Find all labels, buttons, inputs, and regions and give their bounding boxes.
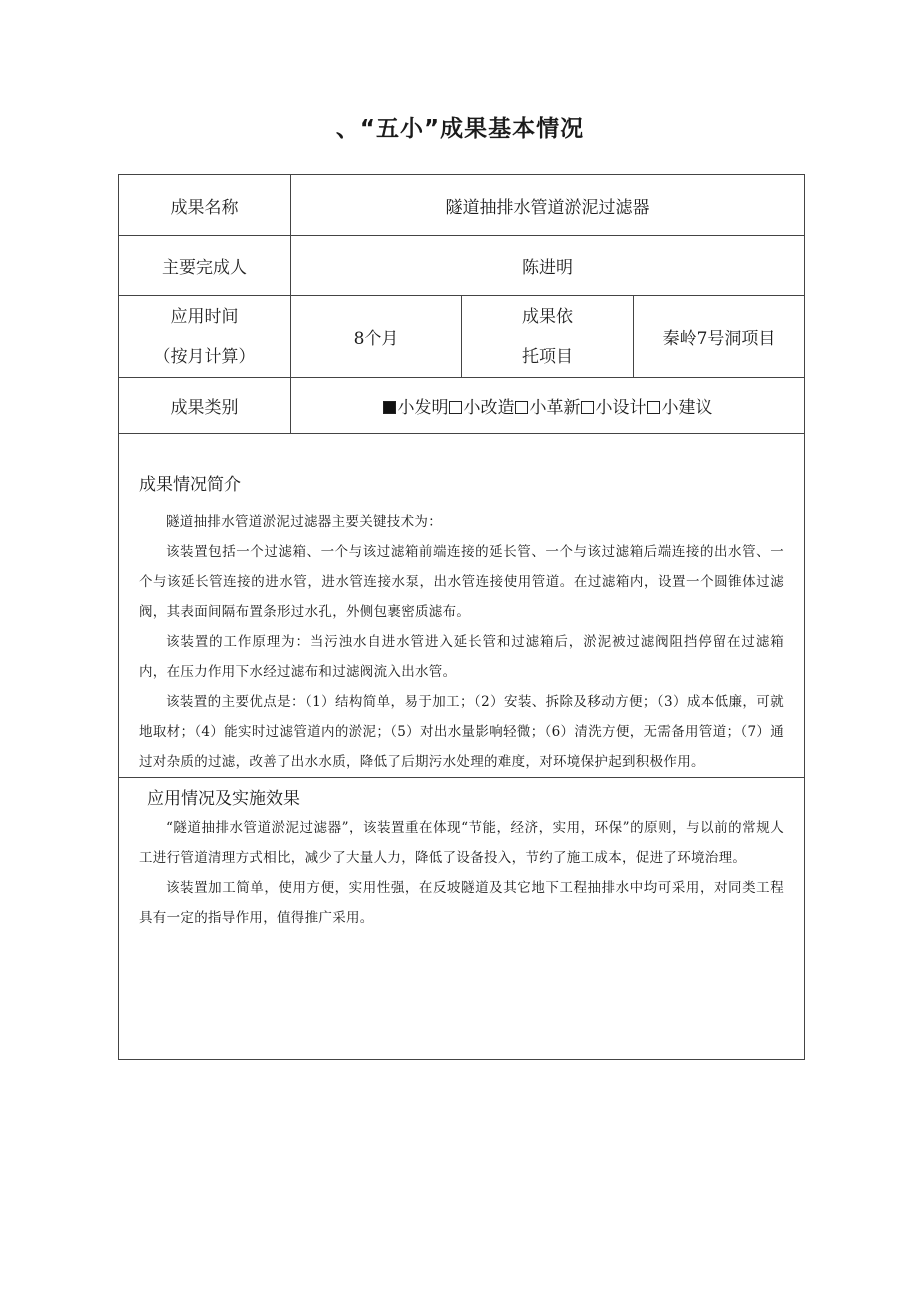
person-value: 陈进明 [291, 236, 805, 296]
summary-body [139, 507, 784, 777]
unchecked-box-icon[interactable] [515, 401, 528, 414]
row-person [119, 236, 805, 296]
info-table [118, 174, 805, 1060]
page-title: 、“五小”成果基本情况 [335, 116, 585, 142]
category-option-label: 小设计 [595, 398, 647, 418]
summary-paragraph: 隧道抽排水管道淤泥过滤器主要关键技术为： [166, 514, 442, 530]
row-time-project [119, 296, 805, 378]
row-name [119, 175, 805, 236]
category-option-label: 小发明 [397, 398, 449, 418]
unchecked-box-icon[interactable] [647, 401, 660, 414]
application-paragraph: “隧道抽排水管道淤泥过滤器”，该装置重在体现“节能，经济，实用，环保”的原则，与以前的常规人工进行管道清理方式相比，减少了大量人力，降低了设备投入，节约了施工成本，促进了环境治理。 [139, 820, 785, 866]
application-title: 应用情况及实施效果 [147, 789, 300, 809]
summary-section [119, 434, 805, 778]
time-label [119, 296, 291, 378]
time-label-line2: （按月计算） [153, 346, 256, 367]
summary-paragraph: 该装置的主要优点是：（1）结构简单，易于加工；（2）安装、拆除及移动方便；（3）成本低廉，可就地取材；（4）能实时过滤管道内的淤泥；（5）对出水量影响轻微；（6）清洗方便，无需备用管道；（7）通过对杂质的过滤，改善了出水水质，降低了后期污水处理的难度，对环境保护起到积极作用。 [139, 694, 785, 770]
unchecked-box-icon[interactable] [449, 401, 462, 414]
summary-paragraph: 该装置的工作原理为：当污浊水自进水管进入延长管和过滤箱后，淤泥被过滤阀阻挡停留在过滤箱内，在压力作用下水经过滤布和过滤阀流入出水管。 [139, 634, 785, 680]
person-label: 主要完成人 [119, 236, 291, 296]
project-label-line2: 托项目 [522, 346, 573, 367]
category-label: 成果类别 [119, 378, 291, 434]
project-label-line1: 成果依 [522, 306, 573, 327]
category-option-label: 小建议 [661, 398, 713, 418]
category-option-label: 小改造 [463, 398, 515, 418]
application-section [119, 778, 805, 1060]
time-value: 8个月 [291, 296, 462, 378]
summary-paragraph: 该装置包括一个过滤箱、一个与该过滤箱前端连接的延长管、一个与该过滤箱后端连接的出水管、一个与该延长管连接的进水管，进水管连接水泵，出水管连接使用管道。在过滤箱内，设置一个圆锥体过滤阀，其表面间隔布置条形过水孔，外侧包裹密质滤布。 [139, 544, 785, 620]
unchecked-box-icon[interactable] [581, 401, 594, 414]
summary-title: 成果情况简介 [139, 475, 241, 495]
application-paragraph: 该装置加工简单，使用方便，实用性强，在反坡隧道及其它地下工程抽排水中均可采用，对同类工程具有一定的指导作用，值得推广采用。 [139, 880, 785, 926]
project-label [462, 296, 634, 378]
name-value: 隧道抽排水管道淤泥过滤器 [291, 175, 805, 236]
row-summary [119, 434, 805, 778]
project-value: 秦岭7号洞项目 [634, 296, 805, 378]
category-option-label: 小革新 [529, 398, 581, 418]
checked-box-icon[interactable] [383, 401, 396, 414]
category-options [291, 378, 805, 434]
row-category [119, 378, 805, 434]
row-application [119, 778, 805, 1060]
time-label-line1: 应用时间 [170, 306, 239, 327]
name-label: 成果名称 [119, 175, 291, 236]
application-body [139, 813, 784, 933]
